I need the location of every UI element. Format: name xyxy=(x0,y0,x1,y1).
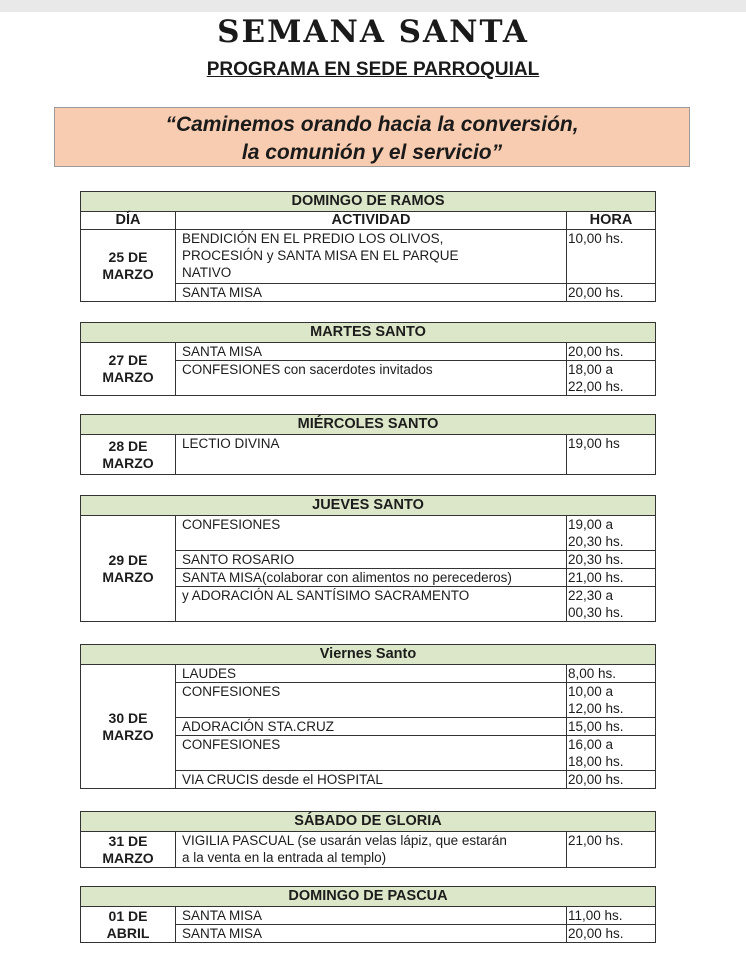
day-header: DOMINGO DE PASCUA xyxy=(81,887,656,907)
activity-cell: CONFESIONES xyxy=(176,516,567,551)
day-table-domingo-de-pascua xyxy=(80,886,656,943)
day-table-miercoles-santo xyxy=(80,414,656,475)
hour-cell: 16,00 a 18,00 hs. xyxy=(567,736,656,771)
day-header: MIÉRCOLES SANTO xyxy=(81,415,656,435)
day-date: 30 DE MARZO xyxy=(81,665,176,789)
day-table-jueves-santo xyxy=(80,495,656,622)
hour-cell: 20,00 hs. xyxy=(566,925,655,943)
hour-cell: 20,00 hs. xyxy=(567,771,656,789)
motto-box xyxy=(54,107,690,167)
day-date: 27 DE MARZO xyxy=(81,343,176,396)
hour-cell: 10,00 hs. xyxy=(566,230,655,284)
hour-cell: 8,00 hs. xyxy=(567,665,656,683)
column-header-day: DÍA xyxy=(81,212,176,230)
hour-cell: 20,30 hs. xyxy=(566,551,655,569)
activity-cell: CONFESIONES con sacerdotes invitados xyxy=(176,361,567,396)
day-date: 25 DE MARZO xyxy=(81,230,176,302)
hour-cell: 18,00 a 22,00 hs. xyxy=(566,361,655,396)
hour-cell: 15,00 hs. xyxy=(567,718,656,736)
day-table-domingo-de-ramos xyxy=(80,191,656,302)
column-header-activity: ACTIVIDAD xyxy=(176,212,567,230)
activity-cell: VIGILIA PASCUAL (se usarán velas lápiz, que estarán a la venta en la entrada al templo) xyxy=(176,832,567,868)
hour-cell: 22,30 a 00,30 hs. xyxy=(566,587,655,622)
page-title: SEMANA SANTA xyxy=(217,14,529,50)
activity-cell: LECTIO DIVINA xyxy=(176,435,567,475)
top-bar xyxy=(0,0,746,12)
day-table-martes-santo xyxy=(80,322,656,396)
activity-cell: SANTA MISA xyxy=(176,925,567,943)
day-table-viernes-santo xyxy=(80,644,656,789)
hour-cell: 21,00 hs. xyxy=(566,569,655,587)
day-table-sabado-de-gloria xyxy=(80,811,656,868)
activity-cell: SANTA MISA xyxy=(176,343,567,361)
day-date: 28 DE MARZO xyxy=(81,435,176,475)
hour-cell: 10,00 a 12,00 hs. xyxy=(567,683,656,718)
activity-cell: BENDICIÓN EN EL PREDIO LOS OLIVOS, PROCESIÓN y SANTA MISA EN EL PARQUE NATIVO xyxy=(176,230,567,284)
day-header: MARTES SANTO xyxy=(81,323,656,343)
activity-cell: ADORACIÓN STA.CRUZ xyxy=(176,718,567,736)
activity-cell: SANTA MISA(colaborar con alimentos no perecederos) xyxy=(176,569,567,587)
hour-cell: 20,00 hs. xyxy=(566,343,655,361)
day-header: DOMINGO DE RAMOS xyxy=(81,192,656,212)
day-header: JUEVES SANTO xyxy=(81,496,656,516)
day-date: 01 DE ABRIL xyxy=(81,907,176,943)
activity-cell: CONFESIONES xyxy=(176,736,567,771)
day-date: 29 DE MARZO xyxy=(81,516,176,622)
motto-line-1: “Caminemos orando hacia la conversión, xyxy=(165,113,579,136)
hour-cell: 11,00 hs. xyxy=(566,907,655,925)
hour-cell: 19,00 hs xyxy=(566,435,655,475)
activity-cell: y ADORACIÓN AL SANTÍSIMO SACRAMENTO xyxy=(176,587,567,622)
activity-cell: VIA CRUCIS desde el HOSPITAL xyxy=(176,771,567,789)
page-subtitle: PROGRAMA EN SEDE PARROQUIAL xyxy=(206,59,540,80)
hour-cell: 19,00 a 20,30 hs. xyxy=(566,516,655,551)
activity-cell: CONFESIONES xyxy=(176,683,567,718)
activity-cell: SANTA MISA xyxy=(176,284,567,302)
day-date: 31 DE MARZO xyxy=(81,832,176,868)
activity-cell: SANTO ROSARIO xyxy=(176,551,567,569)
column-header-hour: HORA xyxy=(566,212,655,230)
day-header: SÁBADO DE GLORIA xyxy=(81,812,656,832)
hour-cell: 20,00 hs. xyxy=(566,284,655,302)
hour-cell: 21,00 hs. xyxy=(566,832,655,868)
day-header: Viernes Santo xyxy=(81,645,656,665)
activity-cell: LAUDES xyxy=(176,665,567,683)
activity-cell: SANTA MISA xyxy=(176,907,567,925)
motto-line-2: la comunión y el servicio” xyxy=(241,141,503,164)
